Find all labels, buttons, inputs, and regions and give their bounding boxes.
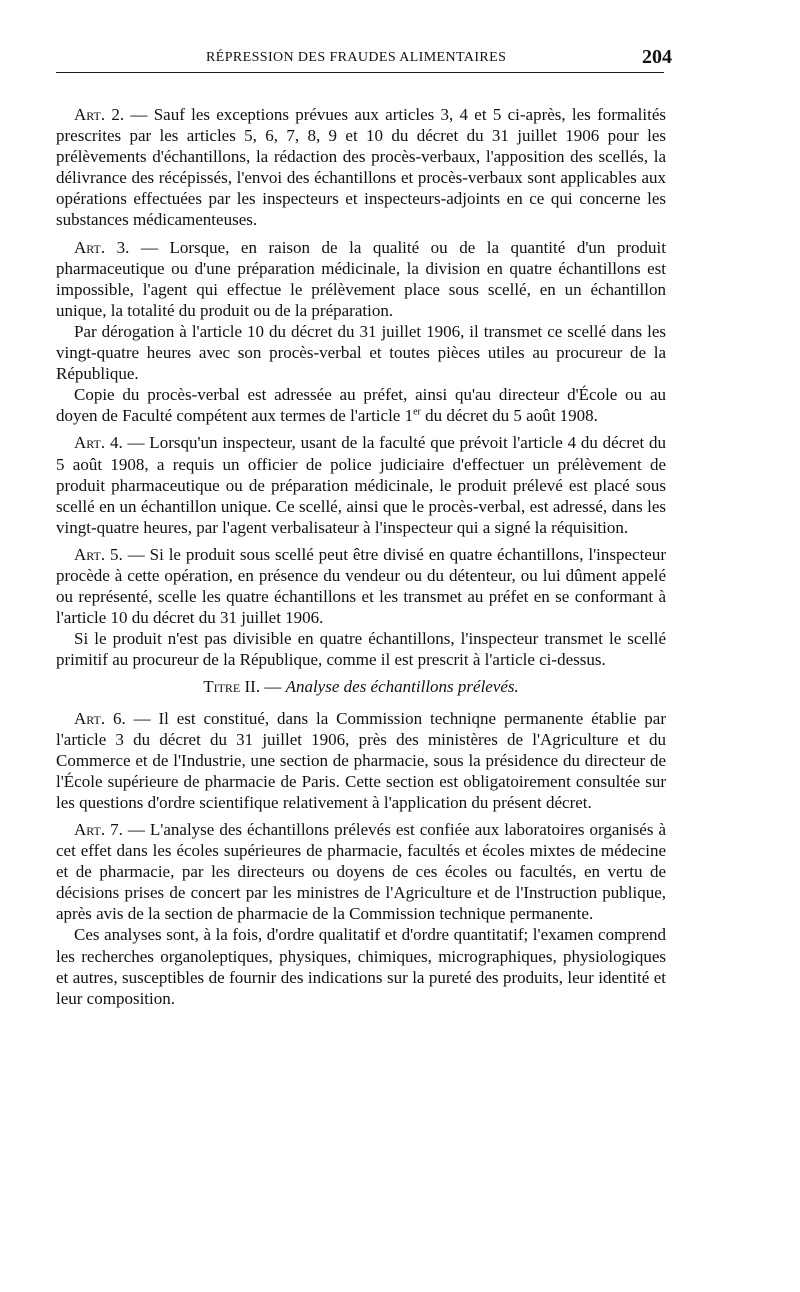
article-6 bbox=[56, 708, 666, 813]
article-7-paragraph-2: Ces analyses sont, à la fois, d'ordre qualitatif et d'ordre quantitatif; l'examen comprend les recherches organoleptiques, physiques, chimiques, micrographiques, physiologiques et autres, susceptibles de fournir des indications sur la pureté des produits, leur identité et leur composition. bbox=[56, 925, 666, 1008]
article-text: — Il est constitué, dans la Commission techniqne permanente établie par l'article 3 du décret du 31 juillet 1906, près des ministères de l'Agriculture et du Commerce et de l'Industrie, une section de pharmacie, sous la présidence du directeur de l'École supérieure de pharmacie de Paris. Cette section est obligatoirement consultée sur les questions d'ordre scientifique relativement à l'application du présent décret. bbox=[56, 708, 667, 812]
article-text: — L'analyse des échantillons prélevés est confiée aux laboratoires organisés à cet effet dans les écoles supérieures de pharmacie, facultés et écoles mixtes de médecine et de pharmacie, par les directeurs ou doyens de ces écoles ou facultés, en vertu de décisions prises de concert par les ministres de l'Agriculture et de l'Instruction publique, après avis de la section de pharmacie de la Commission technique permanente. bbox=[56, 820, 666, 924]
superscript: er bbox=[413, 406, 421, 418]
article-3-paragraph-2: Par dérogation à l'article 10 du décret du 31 juillet 1906, il transmet ce scellé dans les vingt-quatre heures avec son procès-verbal et toutes pièces utiles au procureur de la République. bbox=[56, 321, 666, 384]
article-5-paragraph-2: Si le produit n'est pas divisible en quatre échantillons, l'inspecteur transmet le scellé primitif au procureur de la République, comme il est prescrit à l'article ci-dessus. bbox=[56, 629, 666, 670]
article-text: — Si le produit sous scellé peut être divisé en quatre échantillons, l'inspecteur procède à cette opération, en présence du vendeur ou du détenteur, ou lui dûment appelé ou représenté, scelle les quatre échantillons et les transmet au préfet en se conformant à l'article 10 du décret du 31 juillet 1906. bbox=[56, 544, 667, 628]
section-label: Titre II. bbox=[203, 677, 261, 697]
article-label: Art. 7. bbox=[74, 820, 123, 839]
article-label: Art. 2. bbox=[74, 105, 125, 124]
article-text: Copie du procès-verbal est adressée au préfet, ainsi qu'au directeur d'École ou au doyen de Faculté compétent aux termes de l'article 1 bbox=[56, 385, 666, 426]
article-5 bbox=[56, 544, 666, 628]
article-4 bbox=[56, 432, 666, 537]
running-title: RÉPRESSION DES FRAUDES ALIMENTAIRES bbox=[206, 50, 507, 65]
article-3-paragraph-3 bbox=[56, 384, 666, 426]
article-text: — Sauf les exceptions prévues aux articles 3, 4 et 5 ci-après, les formalités prescrites par les articles 5, 6, 7, 8, 9 et 10 du décret du 31 juillet 1906 pour les prélèvements d'échantillons, la rédaction des procès-verbaux, l'apposition des scellés, la délivrance des récépissés, l'envoi des échantillons et procès-verbaux sont applicables aux opérations effectuées par les inspecteurs et inspecteurs-adjoints en ce qui concerne les substances médicamenteuses. bbox=[56, 105, 666, 230]
article-3 bbox=[56, 237, 666, 321]
page-number: 204 bbox=[642, 46, 672, 68]
article-2 bbox=[56, 104, 666, 231]
article-text: — Lorsqu'un inspecteur, usant de la faculté que prévoit l'article 4 du décret du 5 août 1908, a requis un officier de police judiciaire d'effectuer un prélèvement de produit pharmaceutique ou de préparation médicinale, le produit prélevé est placé sous scellé en un échantillon unique. Ce scellé, ainsi que le procès-verbal, est adressé, dans les vingt-quatre heures, par l'agent verbalisateur à l'inspecteur qui a signé la réquisition. bbox=[56, 433, 666, 537]
article-text: du décret du 5 août 1908. bbox=[420, 406, 598, 426]
article-label: Art. 5. bbox=[74, 544, 123, 564]
running-header bbox=[56, 46, 672, 73]
article-label: Art. 6. bbox=[74, 708, 126, 728]
section-heading-text: Analyse des échantillons prélevés. bbox=[285, 677, 519, 697]
article-label: Art. 4. bbox=[74, 433, 123, 453]
article-label: Art. 3. bbox=[74, 237, 130, 257]
body-text bbox=[56, 104, 666, 1009]
article-7 bbox=[56, 819, 666, 924]
article-text: — Lorsque, en raison de la qualité ou de la quantité d'un produit pharmaceutique ou d'une préparation médicinale, la division en quatre échantillons est impossible, l'agent qui effectue le prélèvement place sous scellé, en un échantillon unique, la totalité du produit ou de la préparation. bbox=[56, 237, 667, 320]
section-title bbox=[56, 676, 666, 697]
section-dash: — bbox=[260, 677, 286, 697]
